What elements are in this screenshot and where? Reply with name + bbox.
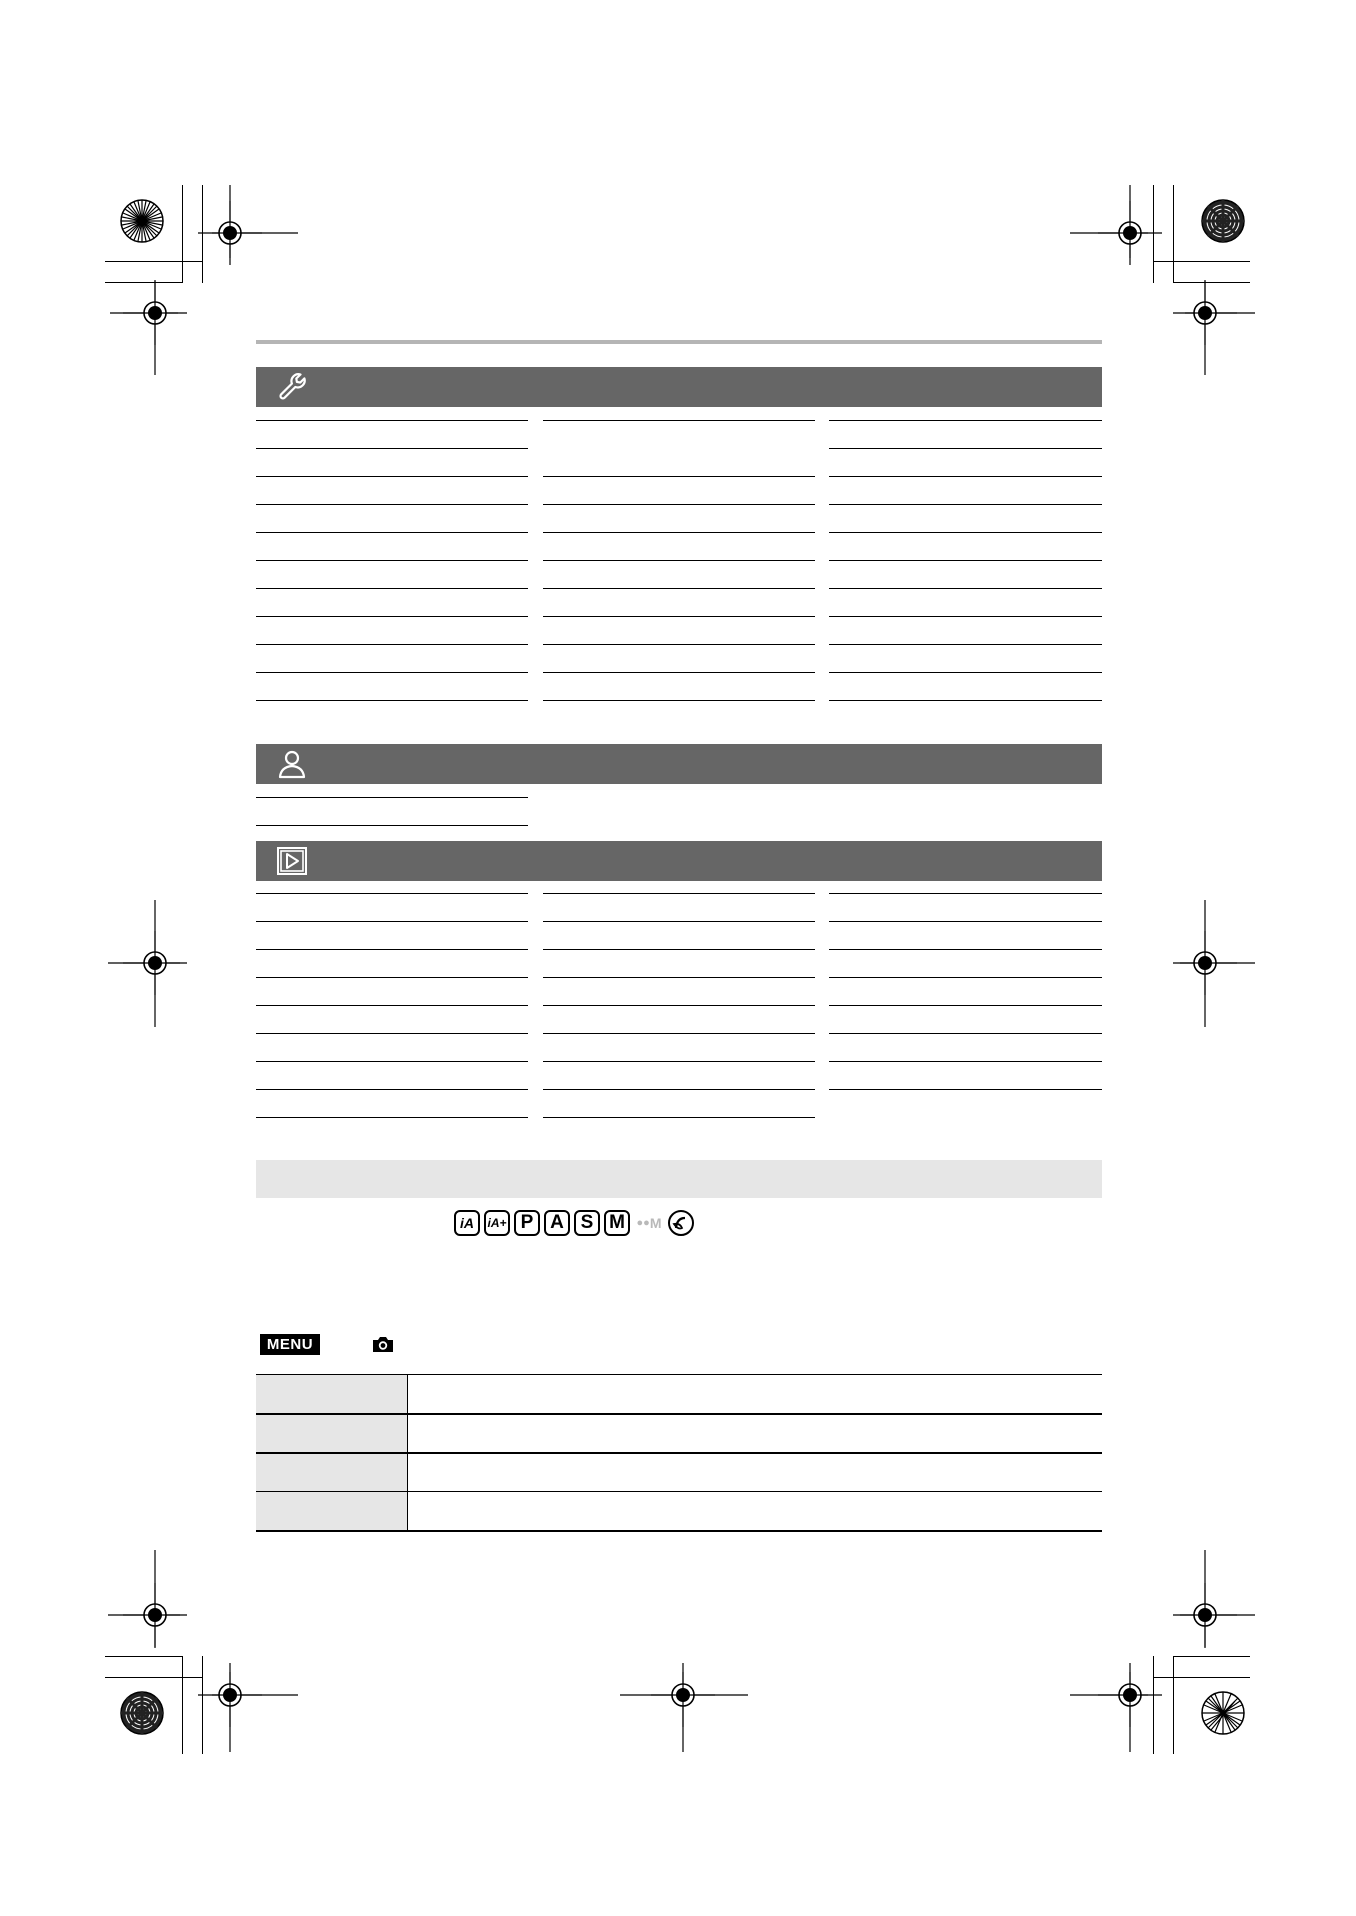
feature-heading-bar bbox=[256, 1160, 1102, 1198]
creative-control-icon bbox=[671, 1213, 691, 1233]
list-item-rule bbox=[543, 504, 815, 505]
table-row bbox=[256, 1454, 1102, 1492]
mode-s-icon: S bbox=[574, 1210, 600, 1236]
list-item-rule bbox=[829, 921, 1102, 922]
list-item-rule bbox=[829, 1061, 1102, 1062]
list-item-rule bbox=[256, 893, 528, 894]
list-item-rule bbox=[543, 921, 815, 922]
list-item-rule bbox=[829, 588, 1102, 589]
list-item-rule bbox=[829, 420, 1102, 421]
list-item-rule bbox=[256, 560, 528, 561]
list-item-rule bbox=[829, 504, 1102, 505]
list-item-rule bbox=[543, 588, 815, 589]
list-item-rule bbox=[256, 977, 528, 978]
mode-ia-plus-icon: iA+ bbox=[484, 1210, 510, 1236]
list-item-rule bbox=[256, 644, 528, 645]
mode-creative-video-icon: ●● M bbox=[636, 1215, 662, 1231]
header-rule bbox=[256, 340, 1102, 344]
list-item-rule bbox=[829, 1033, 1102, 1034]
list-item-rule bbox=[543, 1005, 815, 1006]
mode-p-icon: P bbox=[514, 1210, 540, 1236]
list-item-rule bbox=[829, 949, 1102, 950]
camera-icon bbox=[371, 1334, 395, 1354]
list-item-rule bbox=[829, 644, 1102, 645]
list-item-rule bbox=[256, 448, 528, 449]
list-item-rule bbox=[543, 700, 815, 701]
list-item-rule bbox=[256, 1089, 528, 1090]
mode-a-icon: A bbox=[544, 1210, 570, 1236]
my-menu-item-rule bbox=[256, 797, 528, 798]
table-row bbox=[256, 1492, 1102, 1530]
play-icon bbox=[276, 845, 308, 877]
table-bottom-rule bbox=[256, 1530, 1102, 1532]
list-item-rule bbox=[543, 616, 815, 617]
list-item-rule bbox=[256, 949, 528, 950]
list-item-rule bbox=[829, 616, 1102, 617]
list-item-rule bbox=[256, 921, 528, 922]
list-item-rule bbox=[543, 1089, 815, 1090]
list-item-rule bbox=[543, 644, 815, 645]
list-item-rule bbox=[829, 560, 1102, 561]
list-item-rule bbox=[256, 1033, 528, 1034]
list-item-rule bbox=[543, 977, 815, 978]
list-item-rule bbox=[256, 476, 528, 477]
list-item-rule bbox=[829, 448, 1102, 449]
mode-m-icon: M bbox=[604, 1210, 630, 1236]
list-item-rule bbox=[543, 949, 815, 950]
list-item-rule bbox=[543, 420, 815, 421]
list-item-rule bbox=[543, 476, 815, 477]
list-item-rule bbox=[543, 1033, 815, 1034]
list-item-rule bbox=[256, 1061, 528, 1062]
list-item-rule bbox=[256, 1117, 528, 1118]
recording-mode-icons bbox=[454, 1210, 694, 1236]
list-item-rule bbox=[543, 893, 815, 894]
list-item-rule bbox=[543, 672, 815, 673]
wrench-icon bbox=[276, 371, 308, 403]
section-bar-playback bbox=[256, 841, 1102, 881]
list-item-rule bbox=[256, 1005, 528, 1006]
my-menu-item-rule bbox=[256, 825, 528, 826]
list-item-rule bbox=[543, 560, 815, 561]
person-icon bbox=[276, 748, 308, 780]
section-bar-my-menu bbox=[256, 744, 1102, 784]
list-item-rule bbox=[829, 672, 1102, 673]
menu-button-badge: MENU bbox=[260, 1334, 320, 1355]
list-item-rule bbox=[829, 476, 1102, 477]
list-item-rule bbox=[256, 700, 528, 701]
list-item-rule bbox=[829, 700, 1102, 701]
list-item-rule bbox=[829, 532, 1102, 533]
list-item-rule bbox=[256, 420, 528, 421]
list-item-rule bbox=[256, 532, 528, 533]
list-item-rule bbox=[829, 1005, 1102, 1006]
list-item-rule bbox=[829, 1089, 1102, 1090]
list-item-rule bbox=[256, 672, 528, 673]
list-item-rule bbox=[543, 1117, 815, 1118]
section-bar-setup bbox=[256, 367, 1102, 407]
list-item-rule bbox=[256, 616, 528, 617]
list-item-rule bbox=[829, 893, 1102, 894]
mode-ia-icon: iA bbox=[454, 1210, 480, 1236]
table-row bbox=[256, 1375, 1102, 1413]
list-item-rule bbox=[543, 532, 815, 533]
list-item-rule bbox=[256, 588, 528, 589]
mode-creative-control-icon bbox=[668, 1210, 694, 1236]
list-item-rule bbox=[829, 977, 1102, 978]
list-item-rule bbox=[543, 1061, 815, 1062]
list-item-rule bbox=[256, 504, 528, 505]
table-row bbox=[256, 1415, 1102, 1453]
